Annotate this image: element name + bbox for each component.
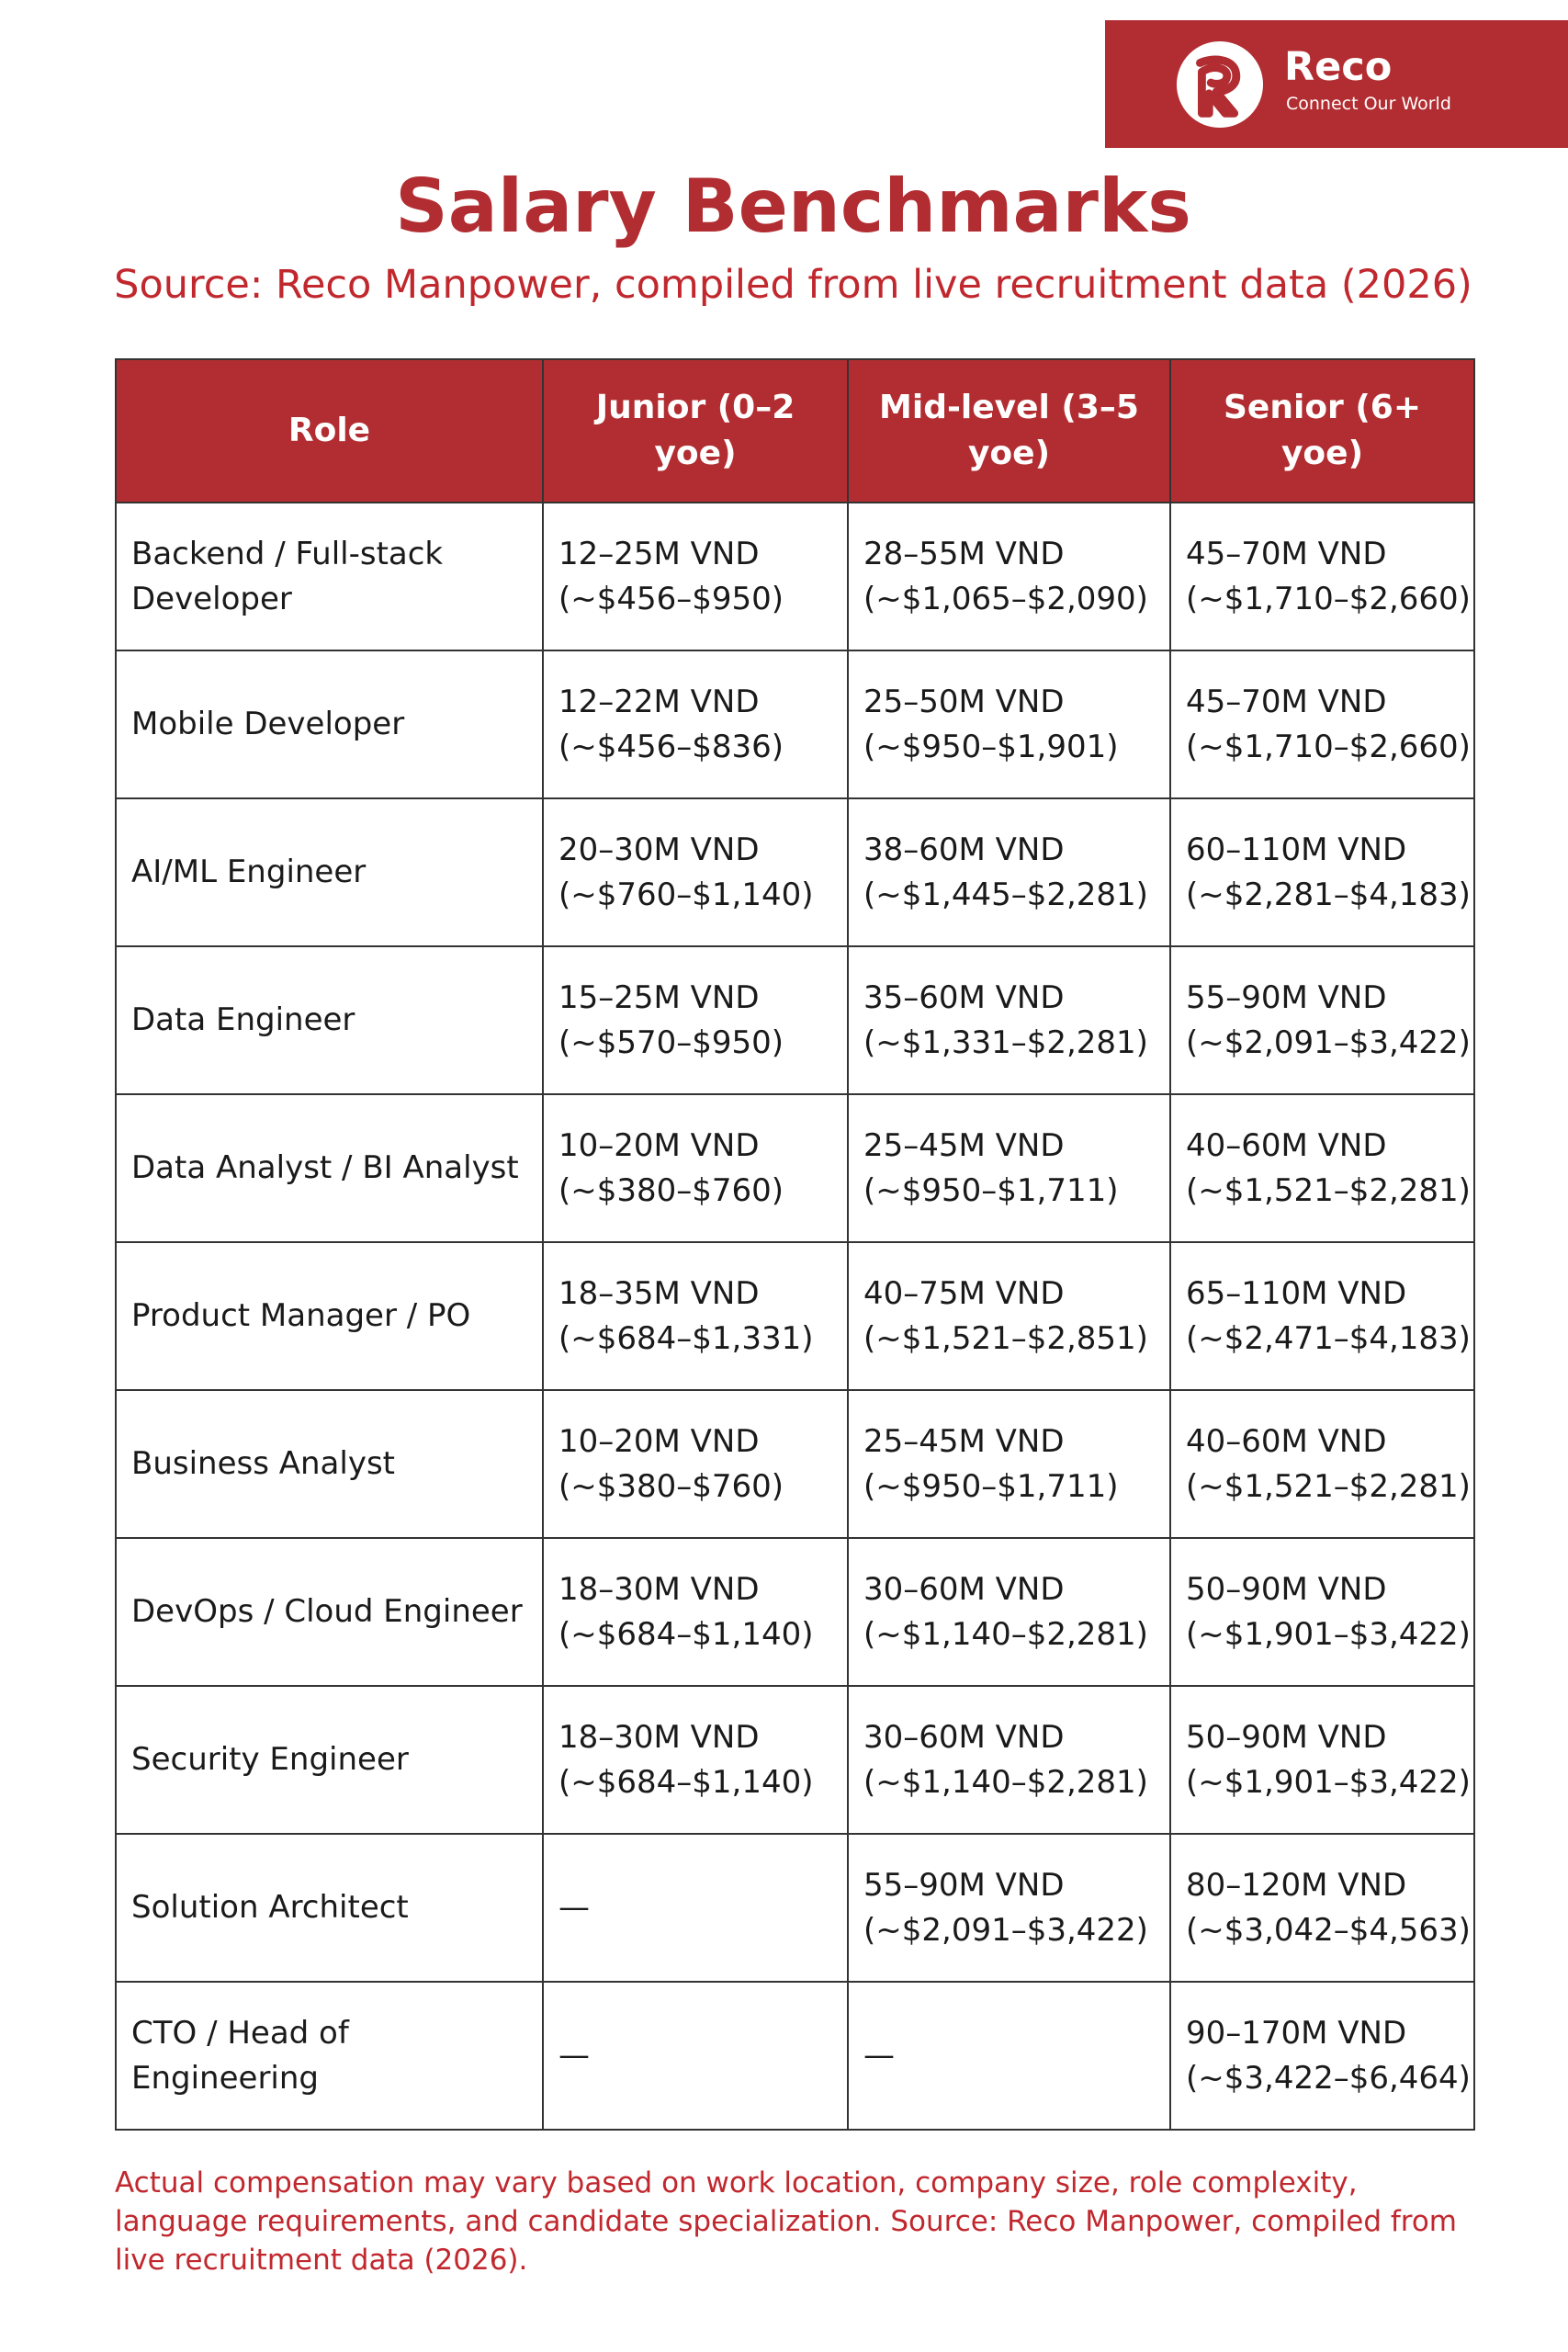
mid-salary-cell: [848, 798, 1170, 946]
junior-salary-cell: [543, 1094, 848, 1242]
junior-salary-cell: [543, 503, 848, 650]
mid-vnd-range: 25–50M VND: [863, 683, 1065, 720]
mid-usd-range: (~$1,140–$2,281): [863, 1763, 1148, 1801]
senior-usd-range: (~$1,710–$2,660): [1186, 580, 1471, 617]
junior-salary-cell: [543, 1686, 848, 1834]
junior-vnd-range: 10–20M VND: [558, 1126, 760, 1164]
junior-usd-range: (~$684–$1,140): [558, 1615, 814, 1653]
junior-vnd-range: —: [558, 2037, 590, 2074]
mid-vnd-range: 30–60M VND: [863, 1570, 1065, 1608]
role-cell: Solution Architect: [116, 1834, 543, 1982]
senior-vnd-range: 55–90M VND: [1186, 978, 1387, 1016]
junior-salary-cell: [543, 946, 848, 1094]
mid-vnd-range: 35–60M VND: [863, 978, 1065, 1016]
junior-vnd-range: 15–25M VND: [558, 978, 760, 1016]
role-cell: AI/ML Engineer: [116, 798, 543, 946]
header-junior: Junior (0–2 yoe): [543, 359, 848, 503]
junior-usd-range: (~$456–$836): [558, 728, 784, 765]
brand-tagline: Connect Our World: [1286, 94, 1451, 114]
senior-vnd-range: 90–170M VND: [1186, 2014, 1407, 2052]
table-header-row: [116, 359, 1474, 503]
junior-vnd-range: 18–30M VND: [558, 1718, 760, 1756]
junior-salary-cell: [543, 1242, 848, 1390]
senior-vnd-range: 45–70M VND: [1186, 683, 1387, 720]
mid-usd-range: (~$2,091–$3,422): [863, 1911, 1148, 1949]
mid-vnd-range: 30–60M VND: [863, 1718, 1065, 1756]
page-title: Salary Benchmarks: [395, 164, 1191, 249]
senior-salary-cell: [1170, 798, 1474, 946]
senior-vnd-range: 65–110M VND: [1186, 1274, 1407, 1312]
junior-usd-range: (~$456–$950): [558, 580, 784, 617]
footnote: Actual compensation may vary based on work location, company size, role complexity, language requirements, and candidate specialization. Source: Reco Manpower, compiled from live recruitment data (2026).: [115, 2166, 1457, 2277]
junior-usd-range: (~$570–$950): [558, 1023, 784, 1061]
senior-salary-cell: [1170, 946, 1474, 1094]
junior-vnd-range: 12–22M VND: [558, 683, 760, 720]
senior-vnd-range: 80–120M VND: [1186, 1866, 1407, 1904]
senior-usd-range: (~$3,042–$4,563): [1186, 1911, 1471, 1949]
senior-usd-range: (~$1,901–$3,422): [1186, 1763, 1471, 1801]
mid-vnd-range: 55–90M VND: [863, 1866, 1065, 1904]
mid-salary-cell: [848, 1686, 1170, 1834]
senior-salary-cell: [1170, 1982, 1474, 2130]
junior-vnd-range: —: [558, 1889, 590, 1926]
mid-vnd-range: 38–60M VND: [863, 831, 1065, 868]
junior-vnd-range: 12–25M VND: [558, 535, 760, 572]
senior-vnd-range: 60–110M VND: [1186, 831, 1407, 868]
junior-usd-range: (~$684–$1,331): [558, 1319, 814, 1357]
junior-salary-cell: [543, 1390, 848, 1538]
table-row: [116, 650, 1474, 798]
senior-vnd-range: 40–60M VND: [1186, 1422, 1387, 1460]
role-cell: Security Engineer: [116, 1686, 543, 1834]
role-cell: Business Analyst: [116, 1390, 543, 1538]
senior-salary-cell: [1170, 503, 1474, 650]
reco-r-logo-icon: [1175, 40, 1265, 130]
junior-salary-cell: [543, 798, 848, 946]
role-cell: Mobile Developer: [116, 650, 543, 798]
role-cell: Backend / Full-stack Developer: [116, 503, 543, 650]
senior-salary-cell: [1170, 1686, 1474, 1834]
brand-banner: [1105, 20, 1568, 148]
junior-usd-range: (~$684–$1,140): [558, 1763, 814, 1801]
table-row: [116, 1390, 1474, 1538]
table-row: [116, 1538, 1474, 1686]
table-row: [116, 798, 1474, 946]
role-cell: CTO / Head of Engineering: [116, 1982, 543, 2130]
senior-usd-range: (~$1,521–$2,281): [1186, 1467, 1471, 1505]
senior-vnd-range: 40–60M VND: [1186, 1126, 1387, 1164]
senior-salary-cell: [1170, 1538, 1474, 1686]
role-cell: DevOps / Cloud Engineer: [116, 1538, 543, 1686]
table-row: [116, 1242, 1474, 1390]
senior-usd-range: (~$1,521–$2,281): [1186, 1171, 1471, 1209]
mid-usd-range: (~$1,521–$2,851): [863, 1319, 1148, 1357]
mid-usd-range: (~$950–$1,711): [863, 1171, 1119, 1209]
mid-vnd-range: 40–75M VND: [863, 1274, 1065, 1312]
mid-usd-range: (~$1,445–$2,281): [863, 876, 1148, 913]
junior-salary-cell: [543, 1834, 848, 1982]
junior-vnd-range: 18–30M VND: [558, 1570, 760, 1608]
mid-usd-range: (~$950–$1,901): [863, 728, 1119, 765]
junior-usd-range: (~$380–$760): [558, 1171, 784, 1209]
senior-salary-cell: [1170, 1390, 1474, 1538]
senior-usd-range: (~$2,471–$4,183): [1186, 1319, 1471, 1357]
mid-salary-cell: [848, 1390, 1170, 1538]
mid-salary-cell: [848, 1538, 1170, 1686]
mid-usd-range: (~$1,331–$2,281): [863, 1023, 1148, 1061]
mid-salary-cell: [848, 1834, 1170, 1982]
junior-usd-range: (~$380–$760): [558, 1467, 784, 1505]
mid-usd-range: (~$950–$1,711): [863, 1467, 1119, 1505]
senior-salary-cell: [1170, 650, 1474, 798]
junior-salary-cell: [543, 650, 848, 798]
junior-vnd-range: 18–35M VND: [558, 1274, 760, 1312]
header-senior: Senior (6+ yoe): [1170, 359, 1474, 503]
role-cell: Product Manager / PO: [116, 1242, 543, 1390]
mid-vnd-range: 25–45M VND: [863, 1126, 1065, 1164]
junior-salary-cell: [543, 1538, 848, 1686]
role-cell: Data Analyst / BI Analyst: [116, 1094, 543, 1242]
mid-vnd-range: 28–55M VND: [863, 535, 1065, 572]
table-row: [116, 1982, 1474, 2130]
mid-vnd-range: 25–45M VND: [863, 1422, 1065, 1460]
brand-name: Reco: [1284, 44, 1393, 90]
senior-usd-range: (~$2,281–$4,183): [1186, 876, 1471, 913]
header-role: Role: [116, 359, 543, 503]
senior-usd-range: (~$1,710–$2,660): [1186, 728, 1471, 765]
senior-usd-range: (~$1,901–$3,422): [1186, 1615, 1471, 1653]
junior-vnd-range: 20–30M VND: [558, 831, 760, 868]
mid-usd-range: (~$1,140–$2,281): [863, 1615, 1148, 1653]
mid-salary-cell: [848, 1242, 1170, 1390]
mid-salary-cell: [848, 946, 1170, 1094]
senior-salary-cell: [1170, 1834, 1474, 1982]
mid-vnd-range: —: [863, 2037, 895, 2074]
mid-salary-cell: [848, 1094, 1170, 1242]
table-row: [116, 1834, 1474, 1982]
senior-usd-range: (~$3,422–$6,464): [1186, 2059, 1471, 2097]
junior-usd-range: (~$760–$1,140): [558, 876, 814, 913]
table-row: [116, 1094, 1474, 1242]
role-cell: Data Engineer: [116, 946, 543, 1094]
salary-table: [115, 358, 1475, 2131]
senior-salary-cell: [1170, 1094, 1474, 1242]
senior-vnd-range: 50–90M VND: [1186, 1718, 1387, 1756]
senior-salary-cell: [1170, 1242, 1474, 1390]
junior-vnd-range: 10–20M VND: [558, 1422, 760, 1460]
senior-usd-range: (~$2,091–$3,422): [1186, 1023, 1471, 1061]
mid-usd-range: (~$1,065–$2,090): [863, 580, 1148, 617]
table-row: [116, 946, 1474, 1094]
mid-salary-cell: [848, 503, 1170, 650]
header-mid-level: Mid-level (3–5 yoe): [848, 359, 1170, 503]
senior-vnd-range: 50–90M VND: [1186, 1570, 1387, 1608]
mid-salary-cell: [848, 650, 1170, 798]
page-subtitle: Source: Reco Manpower, compiled from live recruitment data (2026): [114, 262, 1472, 308]
table-row: [116, 1686, 1474, 1834]
mid-salary-cell: [848, 1982, 1170, 2130]
junior-salary-cell: [543, 1982, 848, 2130]
senior-vnd-range: 45–70M VND: [1186, 535, 1387, 572]
table-row: [116, 503, 1474, 650]
